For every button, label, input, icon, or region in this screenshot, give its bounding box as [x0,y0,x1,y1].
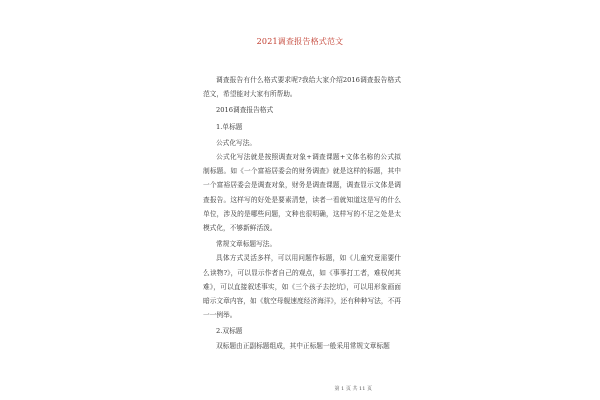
section-heading: 公式化写法。 [216,138,257,147]
section-heading: 1.单标题 [216,122,243,131]
paragraph: 双标题由正副标题组成，其中正标题一般采用常规文章标题 [216,341,390,350]
page-footer: 第 1 页 共 11 页 [334,386,372,392]
section-heading: 2.双标题 [216,327,243,336]
document-body [203,73,401,353]
paragraph: 公式化写法就是按照调查对象+调查课题+文体名称的公式拟制标题。如《一个富裕居委会的财务调查》就是这样的标题，其中一个富裕居委会是调查对象，财务是调查课题，调查显示文体是调查报告。这样写的好处是要素清楚，读者一看就知道这是写的什么单位，涉及的是哪些问题，文种也很明确，这样写的不足之处是太模式化，不够新鲜活泼。 [203,153,401,233]
document-title: 2021调查报告格式范文 [256,37,344,46]
section-heading: 常规文章标题写法。 [216,240,277,249]
paragraph: 调查报告有什么格式要求呢?我给大家介绍2016调查报告格式范文，希望能对大家有所帮助。 [203,76,401,99]
paragraph: 具体方式灵活多样，可以用问题作标题，如《儿童究竟需要什么读物?》，可以显示作者自己的观点，如《事事打工者，难权何其难》，可以直接叙述事实，如《三个孩子去挖坑》，可以用形象画面暗示文章内容，如《航空母舰速度经济海洋》，还有种种写法，不再一一例举。 [203,254,401,320]
section-heading: 2016调查报告格式 [216,106,274,115]
